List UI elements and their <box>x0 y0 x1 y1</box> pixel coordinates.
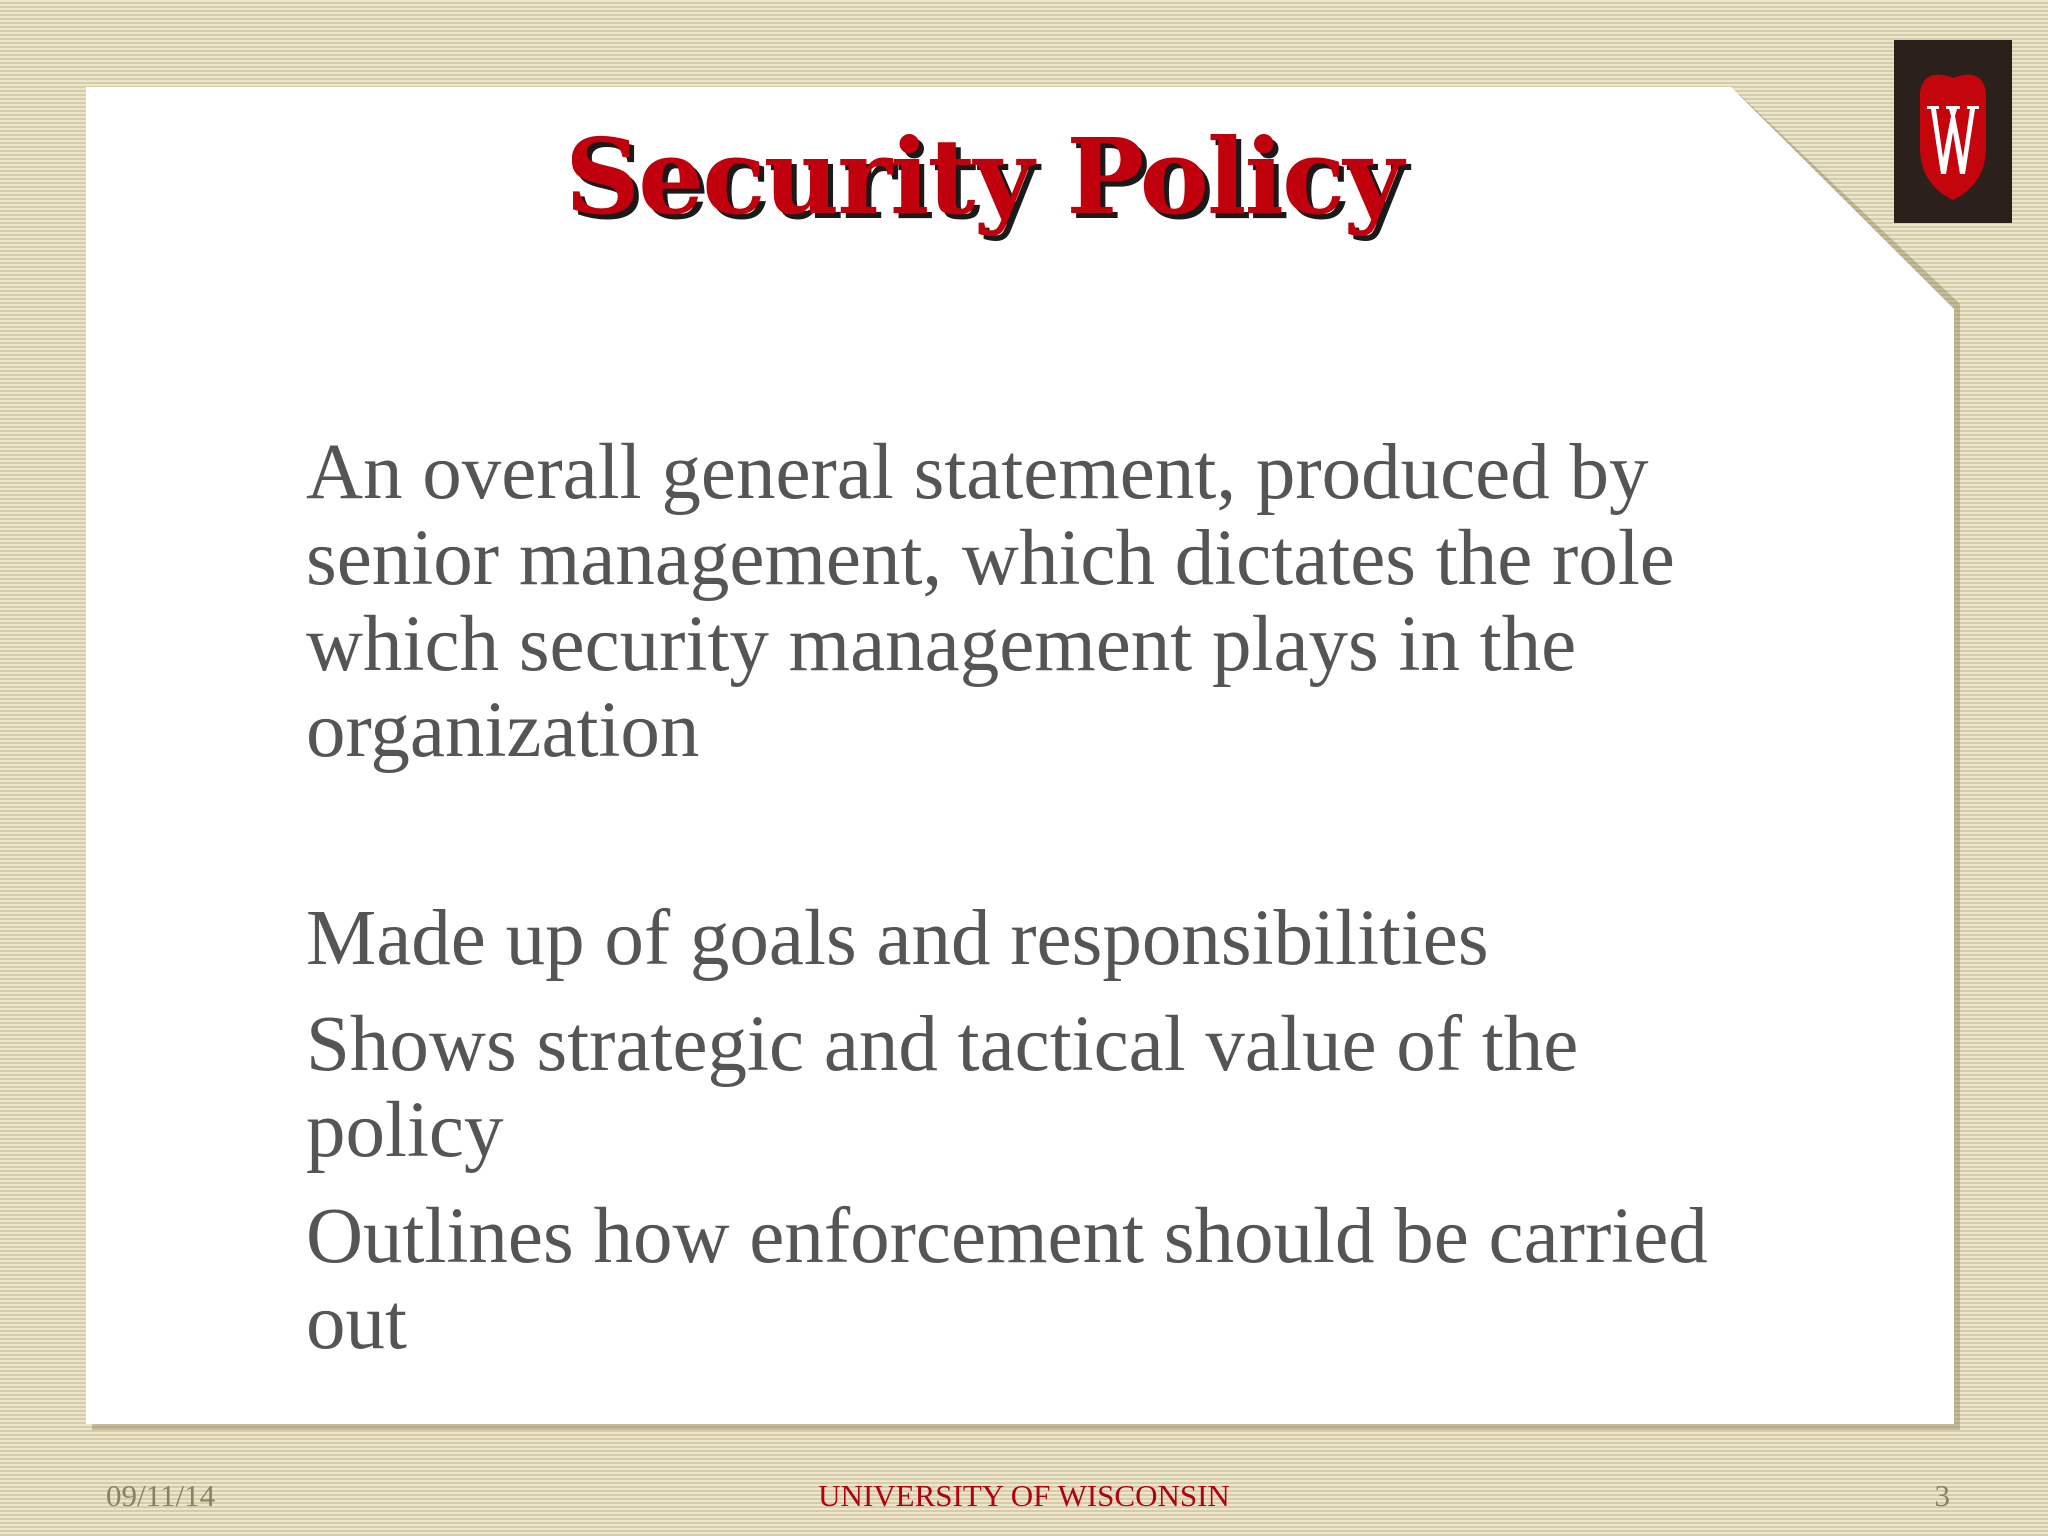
body-paragraph-enforcement: Outlines how enforcement should be carried out <box>306 1193 1708 1366</box>
slide-title: Security Policy <box>565 115 1402 238</box>
footer-organization: UNIVERSITY OF WISCONSIN <box>818 1478 1230 1513</box>
body-paragraph-value: Shows strategic and tactical value of the policy <box>306 1001 1579 1174</box>
footer-date: 09/11/14 <box>106 1478 216 1513</box>
university-logo <box>1894 40 2012 223</box>
body-paragraph-definition: An overall general statement, produced by senior management, which dictates the role which security management plays in the organization <box>306 429 1675 774</box>
university-crest-icon <box>1894 40 2012 223</box>
slide-number: 3 <box>1934 1478 1950 1513</box>
body-paragraph-goals: Made up of goals and responsibilities <box>306 895 1489 982</box>
